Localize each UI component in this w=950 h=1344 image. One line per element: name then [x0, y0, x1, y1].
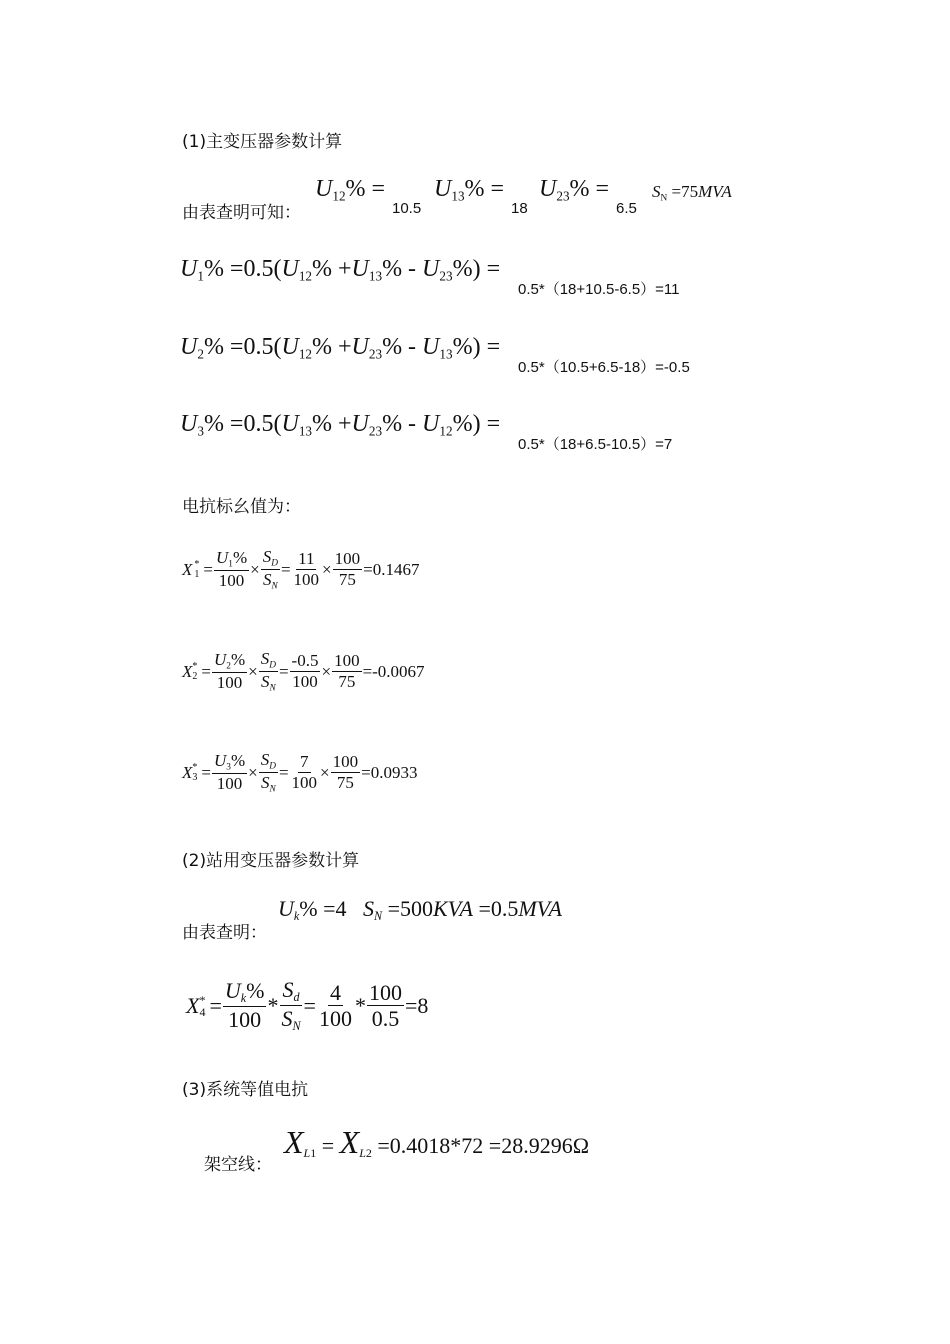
sn-known: $S_N =75MVA$ — [652, 182, 732, 204]
u23-symbol: $U_{23}\%$ = — [539, 176, 610, 204]
x2-num3: 100 — [334, 651, 360, 671]
u13-symbol: $U_{13}\%$ = — [434, 176, 505, 204]
u23-value: 6.5 — [616, 200, 637, 217]
reactance-label: 电抗标幺值为： — [182, 497, 301, 517]
overhead-label: 架空线： — [204, 1155, 272, 1175]
known-values-line — [182, 176, 782, 226]
x2-equation: X * 2 = $\frac{U_2\%}{100}$ × $\frac{S_D}{S_N}$ = $\frac{-0.5}{100}$ × $\frac{100}{75}$ =-0.0067 — [182, 649, 425, 693]
x1-num2: 11 — [298, 549, 315, 569]
section-3-title: (3)系统等值电抗 — [182, 1080, 309, 1100]
u3-equation — [180, 411, 780, 456]
x1-equation: X * 1 = $\frac{U_1\%}{100}$ × $\frac{S_D}{S_N}$ = $\frac{11}{100}$ × $\frac{100}{75}$ =0.1467 — [182, 547, 420, 591]
x1-result: =0.1467 — [363, 559, 420, 579]
x4-den3: 0.5 — [371, 1005, 400, 1031]
x4-result: =8 — [404, 992, 429, 1018]
overhead-line — [204, 1124, 804, 1174]
x2-result: =-0.0067 — [362, 661, 425, 681]
x1-num3: 100 — [334, 549, 361, 569]
x3-num3: 100 — [332, 752, 359, 772]
overhead-formula: $X_{L1} = X_{L2} =0.4018*72 =28.9296\Omega$ — [284, 1124, 590, 1161]
u2-formula: $U_2\% =0.5(U_{12}\% +U_{23}\% - U_{13}\%)$ = — [180, 334, 501, 362]
x2-num2: -0.5 — [291, 651, 319, 671]
x4-equation: X * 4 = $\frac{U_k\%}{100}$ * $\frac{S_d}{S_N}$ = $\frac{4}{100}$ * $\frac{100}{0.5}$ =8 — [186, 977, 429, 1033]
station-formula: $U_k\% =4$ $S_N =500KVA =0.5MVA$ — [278, 896, 562, 924]
x4-num2: 4 — [329, 979, 341, 1005]
u12-value: 10.5 — [392, 200, 422, 217]
station-known-line — [182, 894, 782, 942]
u2-result: 0.5*（10.5+6.5-18）=-0.5 — [518, 359, 690, 376]
x4-den2: 100 — [318, 1005, 352, 1031]
u12-symbol: $U_{12}\%$ = — [315, 176, 386, 204]
x4-num3: 100 — [368, 979, 402, 1005]
u2-equation — [180, 334, 780, 379]
x1-den2: 100 — [293, 569, 320, 589]
u3-result: 0.5*（18+6.5-10.5）=7 — [518, 436, 673, 453]
x3-result: =0.0933 — [361, 762, 418, 782]
x3-num2: 7 — [300, 752, 309, 772]
known-label: 由表查明可知： — [182, 203, 301, 223]
u1-formula: $U_1\% =0.5(U_{12}\% +U_{13}\% - U_{23}\%)$ = — [180, 256, 501, 284]
x3-equation: X * 3 = $\frac{U_3\%}{100}$ × $\frac{S_D}{S_N}$ = $\frac{7}{100}$ × $\frac{100}{75}$ =0.0933 — [182, 750, 418, 794]
section-1-title: (1)主变压器参数计算 — [182, 132, 343, 152]
station-label: 由表查明： — [182, 923, 267, 943]
x3-den3: 75 — [336, 772, 354, 792]
u1-result: 0.5*（18+10.5-6.5）=11 — [518, 281, 680, 298]
u13-value: 18 — [511, 200, 528, 217]
u3-formula: $U_3\% =0.5(U_{13}\% +U_{23}\% - U_{12}\%)$ = — [180, 411, 501, 439]
x2-den2: 100 — [292, 671, 318, 691]
u1-equation — [180, 256, 780, 301]
x2-den3: 75 — [338, 671, 356, 691]
x3-den2: 100 — [291, 772, 318, 792]
section-2-title: (2)站用变压器参数计算 — [182, 851, 360, 871]
x1-den3: 75 — [338, 569, 356, 589]
